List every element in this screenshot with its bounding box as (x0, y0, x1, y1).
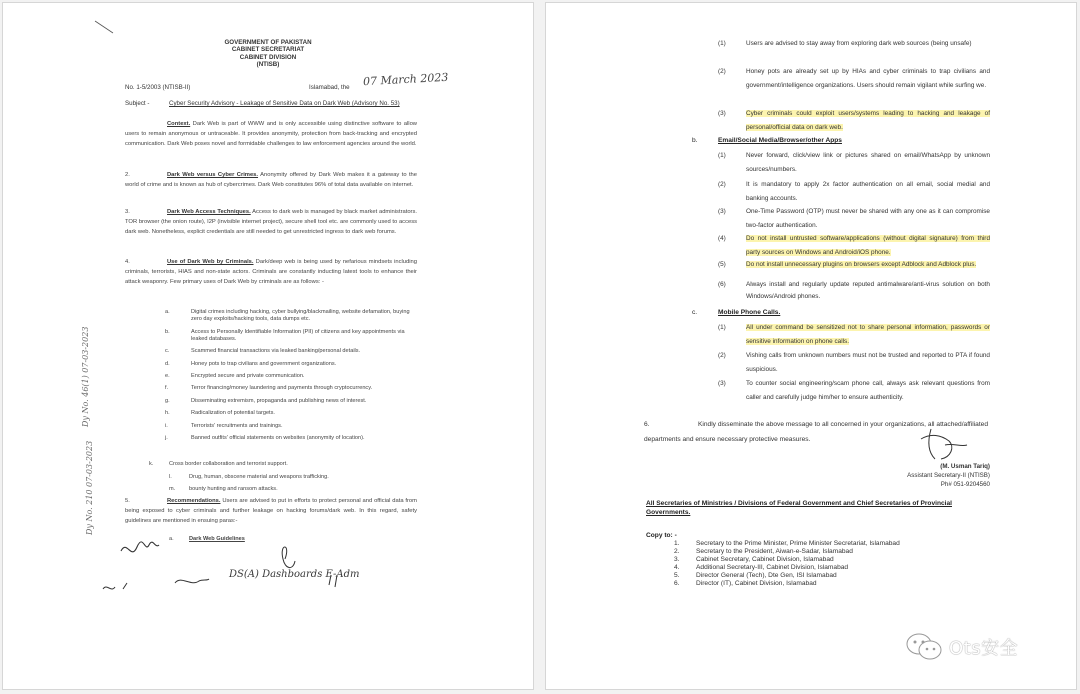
signature-block (882, 462, 990, 489)
paragraph-heading: Dark Web versus Cyber Crimes. (167, 172, 259, 178)
letterhead-line: CABINET SECRETARIAT (231, 46, 305, 54)
list-item: c. Scammed financial transactions via leaked banking/personal details. (165, 348, 361, 355)
section-heading-b: b. Email/Social Media/Browser/other Apps (692, 137, 842, 144)
list-item: 2. Secretary to the President, Aiwan-e-Sadar, Islamabad (674, 548, 853, 556)
watermark-text: Ots安全 (949, 638, 1019, 659)
watermark (905, 632, 1018, 662)
subject-label: Subject - (125, 100, 150, 107)
paragraph-number: 2. (125, 172, 130, 178)
letterhead-line: (NTISB) (256, 61, 280, 69)
signature-mark (901, 425, 981, 465)
list-item: 4. Additional Secretary-III, Cabinet Division, Islamabad (674, 564, 849, 572)
paragraph-body: Dark/deep web is being used by nefarious mindsets including criminals, terrorists, HIAS and non-state actors. Criminals are constantly inducting latest tools to enhance their attack weaponry. Few primary uses of Dark Web by criminals are as follows: - (125, 259, 417, 285)
document-page-left (2, 2, 534, 690)
subject-text: Cyber Security Advisory - Leakage of Sensitive Data on Dark Web (Advisory No. 53) (169, 100, 400, 107)
paragraph-body: Users are advised to put in efforts to protect personal and official data from being exposed to cyber criminals and further leakage on hacking forums/dark web. In this regard, safety guidelines are mentioned in ensuing paras:- (125, 498, 417, 524)
letterhead-line: GOVERNMENT OF PAKISTAN (224, 39, 312, 46)
list-item: 6. Director (IT), Cabinet Division, Islamabad (674, 580, 817, 588)
list-item: d. Honey pots to trap civilians and government organizations. (165, 360, 337, 367)
signatory-phone: Ph# 051-9204560 (940, 481, 990, 488)
receipt-stamp: Dy No. 210 07-03-2023 (85, 440, 94, 535)
paragraph-heading: Use of Dark Web by Criminals. (167, 259, 254, 265)
list-item-m: m. bounty hunting and ransom attacks. (169, 486, 278, 492)
receipt-stamp: Dy No. 46(1) 07-03-2023 (81, 326, 90, 427)
guidelines-heading: a. Dark Web Guidelines (169, 536, 245, 542)
list-item: j. Banned outfits' official statements on websites (anonymity of location). (165, 434, 365, 441)
paragraph-body: Dark Web is part of WWW and is only accessible using distinctive software to allow users to remain anonymous or untraceable. It provides anonymity, protection from back-tracking and encrypted communication. Dark Web poses novel and formidable challenges to law enforcement agencies around the world. (125, 121, 417, 147)
signatory-name: (M. Usman Tariq) (940, 463, 990, 470)
handwritten-date: 07 March 2023 (362, 70, 449, 89)
section-heading-c: c. Mobile Phone Calls. (692, 309, 781, 316)
paragraph-heading: Recommendations. (167, 498, 221, 504)
list-item: b. Access to Personally Identifiable Information (PII) of citizens and key appointments via leaked databases. (165, 328, 405, 342)
list-item: a. Digital crimes including hacking, cyber bullying/blackmailing, website defamation, buying zero day exploits/hacking tools, data dumps etc. (165, 309, 410, 323)
list-item: 3. Cabinet Secretary, Cabinet Division, Islamabad (674, 556, 834, 564)
paragraph-number: 4. (125, 259, 130, 265)
paragraph-number: 3. (125, 209, 130, 215)
list-item: f. Terror financing/money laundering and payments through cryptocurrency. (165, 385, 373, 392)
handwritten-annotation: DS(A) Dashboards E-Adm (229, 569, 360, 580)
place-label: Islamabad, the (309, 84, 350, 91)
list-item: i. Terrorists' recruitments and trainings. (165, 422, 283, 429)
addressees: All Secretaries of Ministries / Divisions of Federal Government and Chief Secretaries of Provincial Governments. (646, 500, 952, 516)
list-item-l: l. Drug, human, obscene material and weapons trafficking. (169, 474, 329, 480)
list-item: h. Radicalization of potential targets. (165, 410, 275, 417)
wechat-icon (905, 632, 943, 662)
document-page-right: (1) Users are advised to stay away from exploring dark web sources (being unsafe) (2) Honey pots are already set up by HIAs and cyber criminals to trap civilians and government/intelligence organizations. Users should remain vigilant while surfing we. (3) Cyber criminals could exploit users/systems leading to hacking and leakage of personal/official data on dark web. b. Email/Social Media/Browser/other Apps (1) Never forward, click/view link or pictures shared on email/WhatsApp by unknown sources/numbers. (2) It is mandatory to apply 2x factor authentication on all email, social medial and banking accounts. (3) One-Time Password (OTP) must never be shared with any one as it can compromise two-factor authentication. (4) Do not install untrusted software/applications (without digital signature) from third party sources on Windows and Android/iOS phone. (5) Do not install unnecessary plugins on browsers except Adblock and Adblock plus. (6) Always install and regularly update reputed antimalware/anti-virus solution on both Windows/Android phones. c. Mobile Phone Calls. (1) All under command be sensitized not to share personal information, passwords or sensitive information on phone calls. (2) Vishing calls from unknown numbers must not be trusted and reported to PTA if found suspicious. (3) To counter social engineering/scam phone call, always ask relevant questions from caller and carefully judge him/her to ensure authenticity. 6. Kindly disseminate the above message to all concerned in your organizations, all attached/affiliated departments and ensure necessary protective measures. (M. Usman Tariq) Assistant Secretary-II (NTISB) Ph# 051-9204560 All Secretaries of Ministries / Divisions of Federal Government and Chief Secretaries of Provincial Governments. Copy to: - 1. Secretary to the Prime Minister, Prime Minister Secretariat, Islamabad 2. Secretary to the President, Aiwan-e-Sadar, Islamabad 3. Cabinet Secretary, Cabinet Division, Islamabad 4. Additional Secretary-III, Cabinet Division, Islamabad 5. Director General (Tech), Dte Gen, ISI Islamabad 6. Director (IT), Cabinet Division, Islamabad (545, 2, 1077, 690)
reference-number: No. 1-5/2003 (NTISB-II) (125, 84, 191, 91)
paragraph-heading: Dark Web Access Techniques. (167, 209, 251, 215)
list-item: 5. Director General (Tech), Dte Gen, ISI Islamabad (674, 572, 837, 580)
handwriting-marks (3, 3, 534, 690)
list-item-k: k. Cross border collaboration and terrorist support. (149, 461, 288, 467)
letterhead-line: CABINET DIVISION (239, 53, 297, 61)
paragraph-heading: Context. (167, 121, 191, 127)
copy-to-label: Copy to: - (646, 532, 677, 539)
paragraph-6: 6. Kindly disseminate the above message to all concerned in your organizations, all attached/affiliated departments and ensure necessary protective measures. (644, 421, 988, 443)
paragraph-number: 5. (125, 498, 130, 504)
list-item: g. Disseminating extremism, propaganda and publishing news of interest. (165, 397, 367, 404)
signatory-title: Assistant Secretary-II (NTISB) (907, 472, 990, 479)
list-item: e. Encrypted secure and private communication. (165, 372, 305, 379)
paragraph-body: Anonymity offered by Dark Web makes it a gateway to the world of crime and is known as hub of cybercrimes. Dark Web constitutes 96% of total data available on internet. (125, 172, 418, 188)
list-item: 1. Secretary to the Prime Minister, Prime Minister Secretariat, Islamabad (674, 540, 900, 547)
paragraph-body: Access to dark web is managed by black market administrators. TOR browser (the onion route), I2P (invisible internet project), secure shell tool etc. are commonly used to access dark web. Nonetheless, explicit credentials are still needed to get unrestricted ingress to dark web forums. (125, 209, 417, 235)
copy-to-list (674, 540, 994, 589)
